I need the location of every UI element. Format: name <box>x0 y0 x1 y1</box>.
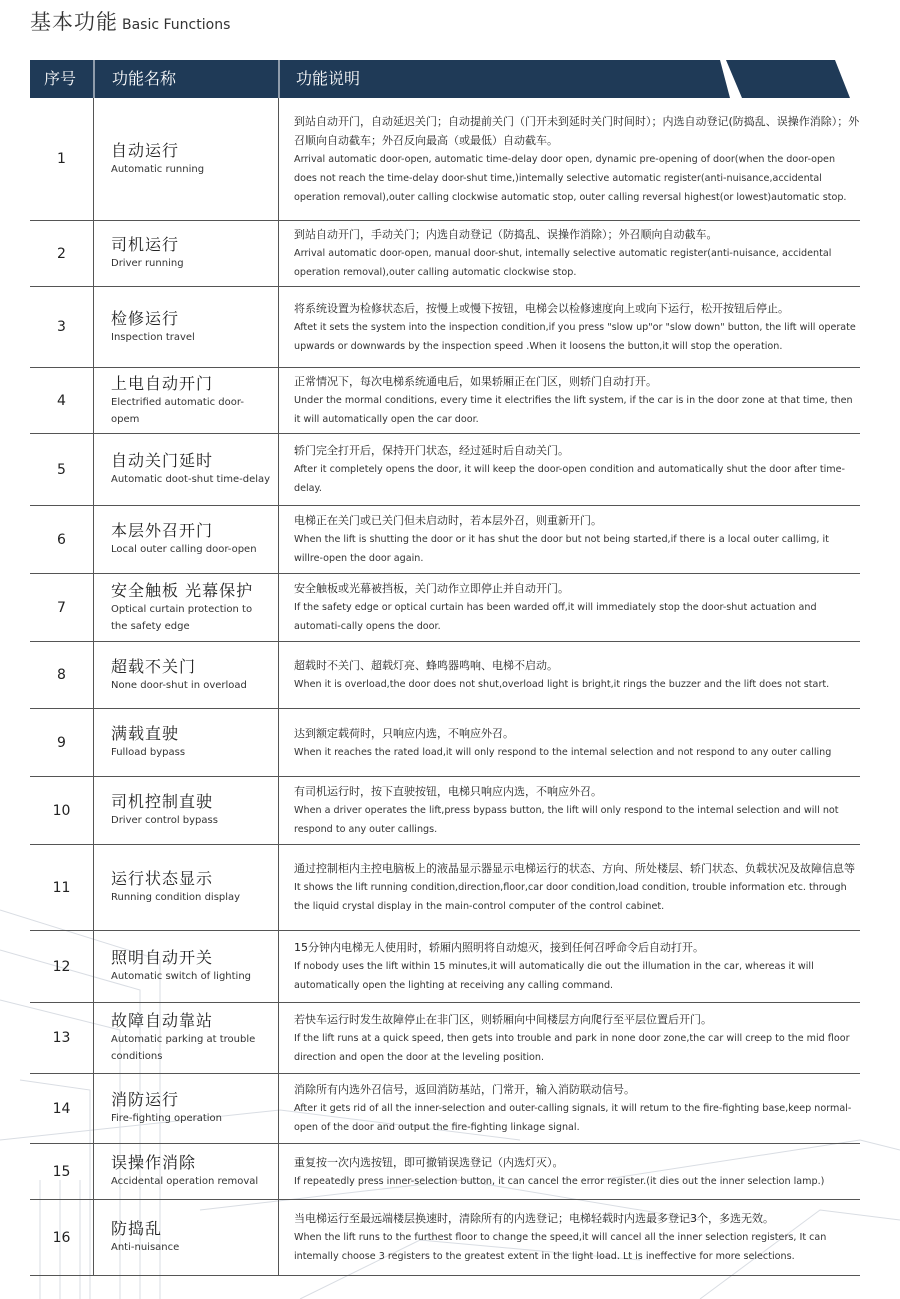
function-name-en: Fulload bypass <box>111 747 186 758</box>
function-name-cn: 防捣乱 <box>111 1219 163 1238</box>
function-name <box>93 221 279 286</box>
row-number: 7 <box>57 599 66 616</box>
function-name-en: Running condition display <box>111 892 241 903</box>
description-en: Arrival automatic door-open, manual door-shut, intemally selective automatic register(anti-nuisance, accidental operation removal),outer calling automatic clockwise stop. <box>294 248 832 278</box>
function-name <box>93 1003 279 1073</box>
table-row <box>30 221 860 287</box>
function-name-en: Automatic doot-shut time-delay <box>111 474 271 485</box>
function-name-en: Anti-nuisance <box>111 1242 180 1253</box>
functions-table <box>30 98 860 1276</box>
table-header <box>30 60 850 98</box>
table-row <box>30 1200 860 1276</box>
function-description <box>279 287 860 367</box>
function-description <box>279 574 860 641</box>
row-number: 11 <box>52 879 71 896</box>
function-name <box>93 845 279 930</box>
function-name-cn: 满载直驶 <box>111 724 180 743</box>
function-description <box>279 931 860 1002</box>
row-number: 3 <box>57 319 66 335</box>
description-en: Arrival automatic door-open, automatic time-delay door open, dynamic pre-opening of door(when the door-open does not reach the time-delay door-shut time,)intemally selective automatic register(anti-nuisance,accidental operation removal),outer calling clockwise automatic stop, outer calling reversal highest(or lowest)automatic stop. <box>294 153 847 203</box>
table-row <box>30 574 860 642</box>
table-row <box>30 368 860 434</box>
row-number: 12 <box>52 958 71 975</box>
description-cn: 正常情况下，每次电梯系统通电后，如果轿厢正在门区，则轿门自动打开。 <box>294 375 657 388</box>
table-row <box>30 434 860 506</box>
description-cn: 当电梯运行至最远端楼层换速时，清除所有的内选登记；电梯轻载时内选最多登记3个，多选无效。 <box>294 1212 774 1225</box>
function-description <box>279 1144 860 1199</box>
function-name-en: Inspection travel <box>111 331 195 343</box>
function-name <box>93 1200 279 1275</box>
function-description <box>279 1074 860 1143</box>
function-name-en: Driver running <box>111 258 184 269</box>
row-number: 1 <box>57 151 66 167</box>
row-number: 2 <box>57 245 66 262</box>
function-description <box>279 221 860 286</box>
description-en: If the safety edge or optical curtain has been warded off,it will immediately stop the door-shut actuation and automati-cally opens the door. <box>294 602 817 632</box>
function-name-en: Automatic parking at trouble conditions <box>111 1034 256 1062</box>
row-number: 8 <box>57 667 66 683</box>
function-name-en: Electrified automatic door-opem <box>111 396 244 425</box>
function-name-cn: 安全触板 光幕保护 <box>111 580 254 600</box>
function-name <box>93 709 279 776</box>
description-en: If the lift runs at a quick speed, then gets into trouble and park in none door zone,the car will creep to the mid floor direction and open the door at the leveling position. <box>294 1032 850 1063</box>
function-name-en: Local outer calling door-open <box>111 544 257 555</box>
function-name-cn: 上电自动开门 <box>111 373 214 393</box>
table-row <box>30 709 860 777</box>
description-cn: 达到额定载荷时，只响应内选，不响应外召。 <box>294 726 514 740</box>
function-description <box>279 506 860 573</box>
function-name-cn: 消防运行 <box>111 1090 180 1109</box>
description-en: If repeatedly press inner-selection button, it can cancel the error register.(it dies out the inner selection lamp.) <box>294 1175 825 1187</box>
table-row <box>30 1074 860 1144</box>
description-cn: 通过控制柜内主控电脑板上的液晶显示器显示电梯运行的状态、方向、所处楼层、轿门状态、负载状况及故障信息等 <box>294 862 855 875</box>
function-description <box>279 434 860 505</box>
function-description <box>279 98 860 220</box>
header-name: 功能名称 <box>112 69 177 88</box>
description-cn: 到站自动开门，自动延迟关门；自动提前关门（门开未到延时关门时间时）；内选自动登记(防捣乱、误操作消除）；外召顺向自动截车；外召反向最高（或最低）自动截车。 <box>294 114 860 147</box>
description-cn: 重复按一次内选按钮，即可撤销误选登记（内选灯灭）。 <box>294 1155 564 1169</box>
function-name-en: Accidental operation removal <box>111 1176 259 1187</box>
function-name-cn: 本层外召开门 <box>111 521 214 540</box>
function-name-cn: 超载不关门 <box>111 656 197 676</box>
description-en: When a driver operates the lift,press bypass button, the lift will only respond to the intemal selection and will not respond to any outer callings. <box>294 805 839 835</box>
description-en: Aftet it sets the system into the inspection condition,if you press "slow up"or "slow down" button, the lift will operate upwards or downwards by the inspection speed .When it loosens the button,it will stop the operation. <box>294 321 856 352</box>
description-en: It shows the lift running condition,direction,floor,car door condition,load condition, trouble information etc. through the liquid crystal display in the main-control computer of the control cabinet. <box>294 882 847 912</box>
function-name-cn: 照明自动开关 <box>111 948 214 967</box>
header-desc: 功能说明 <box>296 69 361 88</box>
function-name-cn: 司机控制直驶 <box>111 792 214 811</box>
function-description <box>279 368 860 433</box>
function-name-cn: 司机运行 <box>111 235 180 254</box>
description-cn: 到站自动开门，手动关门；内选自动登记（防捣乱、误操作消除）；外召顺向自动截车。 <box>294 228 718 241</box>
description-en: When the lift is shutting the door or it has shut the door but not being started,if there is a local outer callimg, it willre-open the door again. <box>294 534 829 564</box>
function-name-cn: 误操作消除 <box>111 1153 197 1172</box>
table-row <box>30 845 860 931</box>
function-name <box>93 777 279 844</box>
row-number: 6 <box>57 531 66 548</box>
function-name-cn: 自动运行 <box>111 140 180 160</box>
header-no: 序号 <box>44 69 77 88</box>
row-number: 5 <box>57 461 66 478</box>
table-row <box>30 506 860 574</box>
function-name-cn: 运行状态显示 <box>111 869 214 888</box>
function-name-en: Automatic running <box>111 163 205 175</box>
row-number: 16 <box>52 1229 71 1246</box>
table-row <box>30 1144 860 1200</box>
function-name <box>93 1074 279 1143</box>
table-row <box>30 98 860 221</box>
description-en: Under the mormal conditions, every time it electrifies the lift system, if the car is in the door zone at that time, then it will automatically open the car door. <box>294 395 853 425</box>
description-cn: 将系统设置为检修状态后，按慢上或慢下按钮，电梯会以检修速度向上或向下运行，松开按钮后停止。 <box>294 301 789 315</box>
table-row <box>30 642 860 709</box>
description-en: When it is overload,the door does not shut,overload light is bright,it rings the buzzer and the lift does not start. <box>294 679 830 690</box>
description-en: After it completely opens the door, it will keep the door-open condition and automatically shut the door after time-delay. <box>294 464 845 494</box>
function-name <box>93 506 279 573</box>
function-description <box>279 777 860 844</box>
row-number: 4 <box>57 392 66 409</box>
page-title <box>30 6 230 36</box>
description-cn: 有司机运行时，按下直驶按钮，电梯只响应内选，不响应外召。 <box>294 785 602 798</box>
description-en: When the lift runs to the furthest floor to change the speed,it will cancel all the inner selection registers, It can intemally choose 3 registers to the greatest extent in the light load. Lt is ineffective for more selections. <box>294 1232 827 1262</box>
description-en: When it reaches the rated load,it will only respond to the intemal selection and not respond to any outer calling <box>294 746 832 758</box>
description-cn: 电梯正在关门或已关门但未启动时，若本层外召，则重新开门。 <box>294 514 602 527</box>
function-description <box>279 709 860 776</box>
function-name-en: None door-shut in overload <box>111 679 247 691</box>
function-name <box>93 574 279 641</box>
function-description <box>279 1200 860 1275</box>
description-en: If nobody uses the lift within 15 minutes,it will automatically die out the illumation in the car, whereas it will automatically open the lighting at receiving any calling command. <box>294 961 814 991</box>
row-number: 15 <box>52 1163 71 1180</box>
function-description <box>279 642 860 708</box>
description-cn: 消除所有内选外召信号，返回消防基站，门常开，输入消防联动信号。 <box>294 1083 635 1096</box>
table-row <box>30 1003 860 1074</box>
function-name <box>93 642 279 708</box>
function-name-en: Driver control bypass <box>111 815 218 826</box>
function-name <box>93 368 279 433</box>
description-cn: 超载时不关门、超载灯亮、蜂鸣器鸣响、电梯不启动。 <box>294 659 558 672</box>
description-cn: 15分钟内电梯无人使用时，轿厢内照明将自动熄灭，接到任何召呼命令后自动打开。 <box>294 941 704 954</box>
function-name <box>93 434 279 505</box>
row-number: 13 <box>52 1030 71 1046</box>
function-name <box>93 931 279 1002</box>
table-row <box>30 287 860 368</box>
description-en: After it gets rid of all the inner-selection and outer-calling signals, it will retum to the fire-fighting base,keep normal-open of the door and output the fire-fighting linkage signal. <box>294 1103 852 1133</box>
table-row <box>30 931 860 1003</box>
function-name <box>93 287 279 367</box>
function-name-en: Optical curtain protection to the safety edge <box>111 603 253 632</box>
description-cn: 安全触板或光幕被挡板，关门动作立即停止并自动开门。 <box>294 582 569 595</box>
row-number: 14 <box>52 1100 71 1117</box>
function-description <box>279 845 860 930</box>
function-name-cn: 故障自动靠站 <box>111 1011 214 1030</box>
description-cn: 轿门完全打开后，保持开门状态，经过延时后自动关门。 <box>294 444 569 457</box>
function-name-cn: 检修运行 <box>111 308 180 328</box>
row-number: 9 <box>57 734 66 751</box>
function-name-en: Automatic switch of lighting <box>111 971 252 982</box>
function-description <box>279 1003 860 1073</box>
function-name <box>93 1144 279 1199</box>
row-number: 10 <box>52 802 71 819</box>
description-cn: 若快车运行时发生故障停止在非门区，则轿厢向中间楼层方向爬行至平层位置后开门。 <box>294 1012 712 1026</box>
function-name <box>93 98 279 220</box>
page-title-english: Basic Functions <box>122 17 231 33</box>
function-name-cn: 自动关门延时 <box>111 451 214 470</box>
page-title-chinese: 基本功能 <box>30 10 118 34</box>
function-name-en: Fire-fighting operation <box>111 1113 223 1124</box>
table-row <box>30 777 860 845</box>
